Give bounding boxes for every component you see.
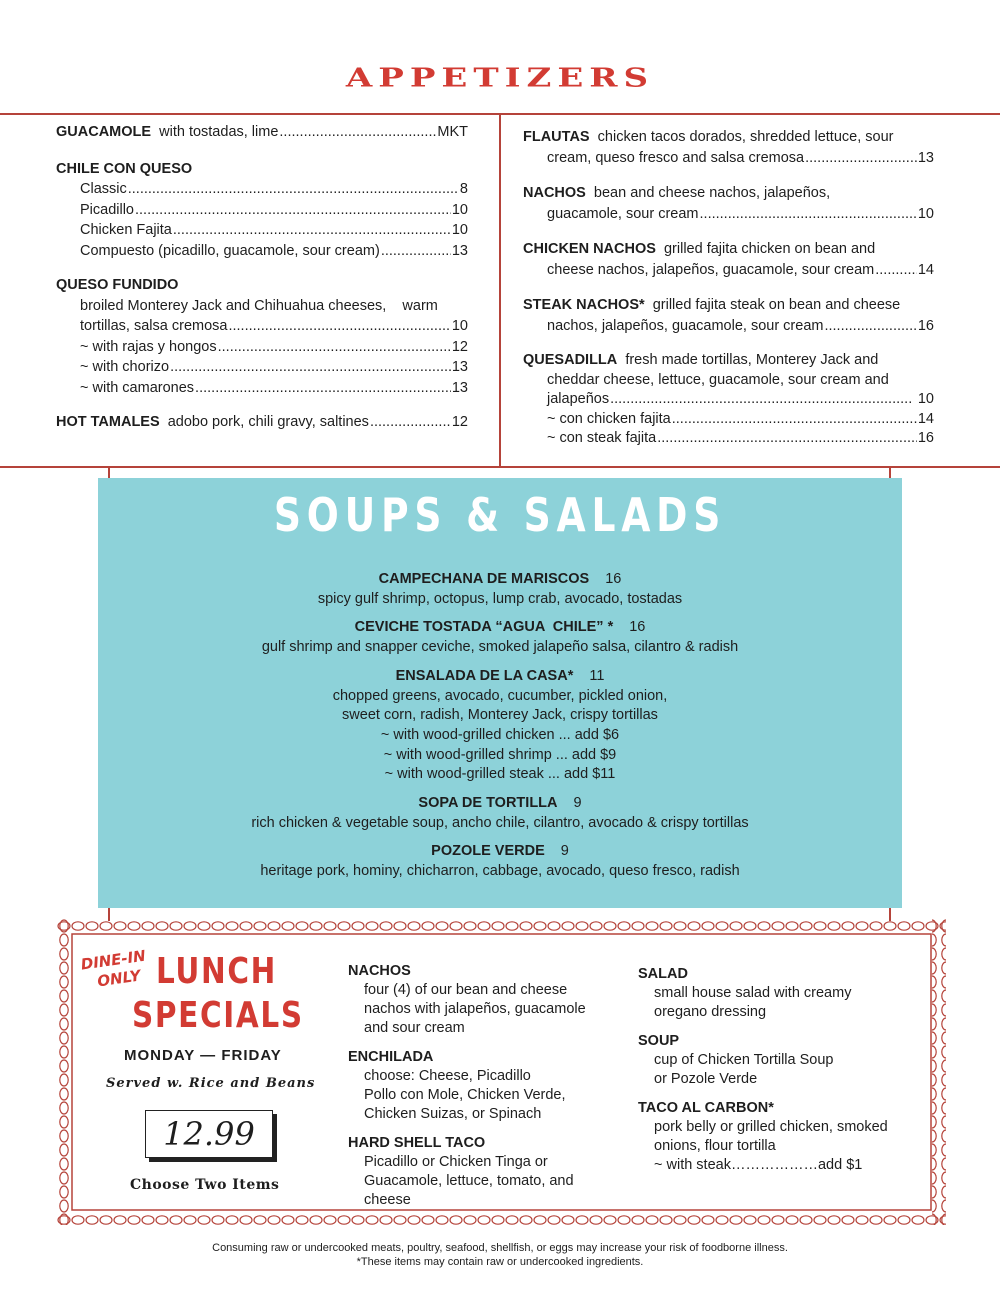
item-desc: chopped greens, avocado, cucumber, pickled onion, — [332, 687, 668, 704]
menu-item-chile-con-queso — [56, 159, 468, 262]
item-option: ~ with wood-grilled steak ... add $11 — [384, 766, 616, 783]
item-desc: nachos with jalapeños, guacamole — [364, 1001, 586, 1017]
lunch-item-salad — [638, 965, 918, 1022]
item-name: CHILE CON QUESO — [56, 160, 193, 177]
item-desc: pork belly or grilled chicken, smoked — [654, 1119, 888, 1135]
item-price: 16 — [917, 317, 934, 334]
item-name: SOUP — [638, 1033, 680, 1049]
item-desc: or Pozole Verde — [654, 1071, 758, 1087]
sub-price: 13 — [451, 359, 468, 375]
item-desc: grilled fajita steak on bean and cheese — [652, 297, 901, 313]
item-name: ENCHILADA — [348, 1049, 434, 1065]
item-desc: oregano dressing — [654, 1004, 767, 1020]
item-desc: choose: Cheese, Picadillo — [364, 1068, 531, 1084]
sub-price: 10 — [451, 222, 468, 238]
item-desc: nachos, jalapeños, guacamole, sour cream — [547, 317, 824, 334]
lunch-right-column — [638, 965, 918, 1185]
item-desc: broiled Monterey Jack and Chihuahua cheeses, warm — [80, 297, 438, 314]
item-name: NACHOS — [523, 185, 586, 201]
appetizers-bottom-rule — [0, 466, 1000, 468]
lunch-middle-column — [348, 962, 618, 1220]
lunch-item-soup — [638, 1032, 918, 1089]
item-price: 16 — [629, 619, 646, 636]
soup-item-ensalada — [98, 667, 902, 785]
sub-price: 13 — [451, 379, 468, 396]
item-name: FLAUTAS — [523, 129, 590, 145]
item-price: MKT — [437, 124, 468, 140]
item-price: 16 — [605, 571, 622, 587]
sub-item: ~ with camarones — [80, 379, 195, 396]
sub-item: ~ con steak fajita — [547, 430, 657, 446]
soup-item-campechana — [98, 570, 902, 609]
appetizers-center-rule — [499, 113, 501, 466]
item-price: 10 — [917, 391, 934, 407]
item-price: 12 — [451, 414, 468, 430]
item-name: SOPA DE TORTILLA — [418, 795, 558, 812]
appetizers-left-column — [56, 122, 468, 446]
footer-warning: Consuming raw or undercooked meats, poultry, seafood, shellfish, or eggs may increase your risk of foodborne illness. — [212, 1242, 788, 1254]
menu-item-nachos — [523, 183, 934, 224]
item-desc: cup of Chicken Tortilla Soup — [654, 1052, 834, 1068]
item-option: ~ with wood-grilled chicken ... add $6 — [380, 726, 620, 743]
sub-item: ~ with rajas y hongos — [80, 338, 217, 355]
item-name: QUESO FUNDIDO — [56, 277, 179, 293]
item-name: STEAK NACHOS* — [523, 297, 645, 313]
sub-price: 16 — [917, 430, 934, 446]
item-desc: adobo pork, chili gravy, saltines — [167, 414, 369, 430]
item-name: ENSALADA DE LA CASA* — [395, 667, 574, 684]
item-price: 10 — [917, 205, 934, 222]
sub-item: Picadillo — [80, 201, 134, 218]
sub-item: ~ with chorizo — [80, 359, 170, 375]
soup-item-sopa-de-tortilla — [98, 794, 902, 833]
item-desc: cheese nachos, jalapeños, guacamole, sour cream — [547, 261, 875, 278]
item-name: CHICKEN NACHOS — [523, 241, 656, 257]
sub-price: 13 — [451, 242, 468, 259]
lunch-served-with: Served w. Rice and Beans — [106, 1076, 316, 1091]
sub-item: Classic — [80, 181, 127, 197]
lunch-item-hard-shell-taco — [348, 1134, 618, 1210]
menu-item-guacamole — [56, 122, 468, 143]
sub-item: Compuesto (picadillo, guacamole, sour cream) — [80, 242, 380, 259]
lunch-days: MONDAY — FRIDAY — [124, 1047, 282, 1064]
menu-item-chicken-nachos — [523, 239, 934, 280]
appetizers-title: APPETIZERS — [345, 62, 655, 94]
item-desc: cream, queso fresco and salsa cremosa — [547, 149, 805, 166]
menu-item-queso-fundido — [56, 275, 468, 398]
item-desc: rich chicken & vegetable soup, ancho chile, cilantro, avocado & crispy tortillas — [251, 814, 749, 831]
menu-item-steak-nachos — [523, 295, 934, 336]
item-name: SALAD — [638, 966, 688, 982]
item-price: 10 — [451, 318, 468, 334]
appetizers-right-column — [523, 127, 934, 462]
menu-item-hot-tamales — [56, 412, 468, 433]
soups-salads-title: SOUPS & SALADS — [273, 488, 727, 542]
lunch-item-taco-al-carbon — [638, 1099, 918, 1175]
item-desc: four (4) of our bean and cheese — [364, 982, 568, 998]
item-desc: Chicken Suizas, or Spinach — [364, 1106, 542, 1122]
item-name: QUESADILLA — [523, 352, 618, 368]
item-desc: Guacamole, lettuce, tomato, and — [364, 1173, 574, 1189]
lunch-choose-two: Choose Two Items — [130, 1177, 280, 1193]
item-price: 13 — [917, 149, 934, 166]
item-name: HARD SHELL TACO — [348, 1135, 486, 1151]
item-name: GUACAMOLE — [56, 124, 152, 140]
item-desc: chicken tacos dorados, shredded lettuce, sour — [597, 129, 894, 145]
lunch-title-line2: SPECIALS — [132, 995, 304, 1036]
soup-item-pozole-verde — [98, 842, 902, 881]
item-desc: tortillas, salsa cremosa — [80, 318, 228, 334]
item-option: ~ with steak………………add $1 — [654, 1157, 863, 1173]
menu-item-flautas — [523, 127, 934, 168]
lunch-price-box: 12.99 — [145, 1110, 273, 1158]
only-text: ONLY — [96, 966, 142, 991]
item-price: 9 — [573, 795, 582, 812]
item-option: ~ with wood-grilled shrimp ... add $9 — [383, 746, 617, 763]
item-desc: and sour cream — [364, 1020, 465, 1036]
item-desc: Pollo con Mole, Chicken Verde, — [364, 1087, 566, 1103]
item-desc: gulf shrimp and snapper ceviche, smoked jalapeño salsa, cilantro & radish — [261, 639, 739, 656]
item-name: CEVICHE TOSTADA “AGUA CHILE” * — [354, 619, 614, 636]
item-name: NACHOS — [348, 963, 411, 979]
item-desc: sweet corn, radish, Monterey Jack, crispy tortillas — [342, 707, 658, 724]
item-name: CAMPECHANA DE MARISCOS — [378, 571, 590, 587]
item-desc: grilled fajita chicken on bean and — [663, 241, 876, 257]
soup-item-ceviche-tostada — [98, 618, 902, 657]
item-desc: fresh made tortillas, Monterey Jack and — [625, 352, 879, 368]
item-name: HOT TAMALES — [56, 414, 160, 430]
lunch-item-enchilada — [348, 1048, 618, 1124]
sub-item: ~ con chicken fajita — [547, 410, 671, 427]
item-price: 11 — [589, 667, 605, 684]
lunch-title-line1: LUNCH — [156, 951, 278, 992]
item-desc: jalapeños — [547, 391, 610, 407]
item-desc: cheese — [364, 1192, 411, 1208]
item-desc: Picadillo or Chicken Tinga or — [364, 1154, 548, 1170]
item-desc: guacamole, sour cream — [547, 205, 699, 222]
item-desc: cheddar cheese, lettuce, guacamole, sour cream and — [547, 371, 889, 388]
item-name: TACO AL CARBON* — [638, 1100, 774, 1116]
footer-note: *These items may contain raw or undercooked ingredients. — [356, 1256, 644, 1268]
item-desc: heritage pork, hominy, chicharron, cabbage, avocado, queso fresco, radish — [260, 863, 740, 880]
sub-price: 10 — [451, 201, 468, 218]
item-name: POZOLE VERDE — [431, 843, 545, 860]
item-desc: small house salad with creamy — [654, 985, 852, 1001]
item-price: 14 — [917, 261, 934, 278]
sub-price: 8 — [459, 181, 468, 197]
item-desc: with tostadas, lime — [159, 124, 279, 140]
item-desc: bean and cheese nachos, jalapeños, — [593, 185, 831, 201]
soups-list — [98, 570, 902, 891]
item-desc: onions, flour tortilla — [654, 1138, 776, 1154]
sub-item: Chicken Fajita — [80, 222, 172, 238]
sub-price: 14 — [917, 410, 934, 427]
soups-salads-panel — [98, 478, 902, 908]
lunch-item-nachos — [348, 962, 618, 1038]
dine-in-text: DINE-IN — [79, 946, 147, 974]
menu-item-quesadilla — [523, 351, 934, 449]
sub-price: 12 — [451, 338, 468, 355]
item-desc: spicy gulf shrimp, octopus, lump crab, avocado, tostadas — [317, 590, 683, 607]
item-price: 9 — [560, 843, 569, 860]
